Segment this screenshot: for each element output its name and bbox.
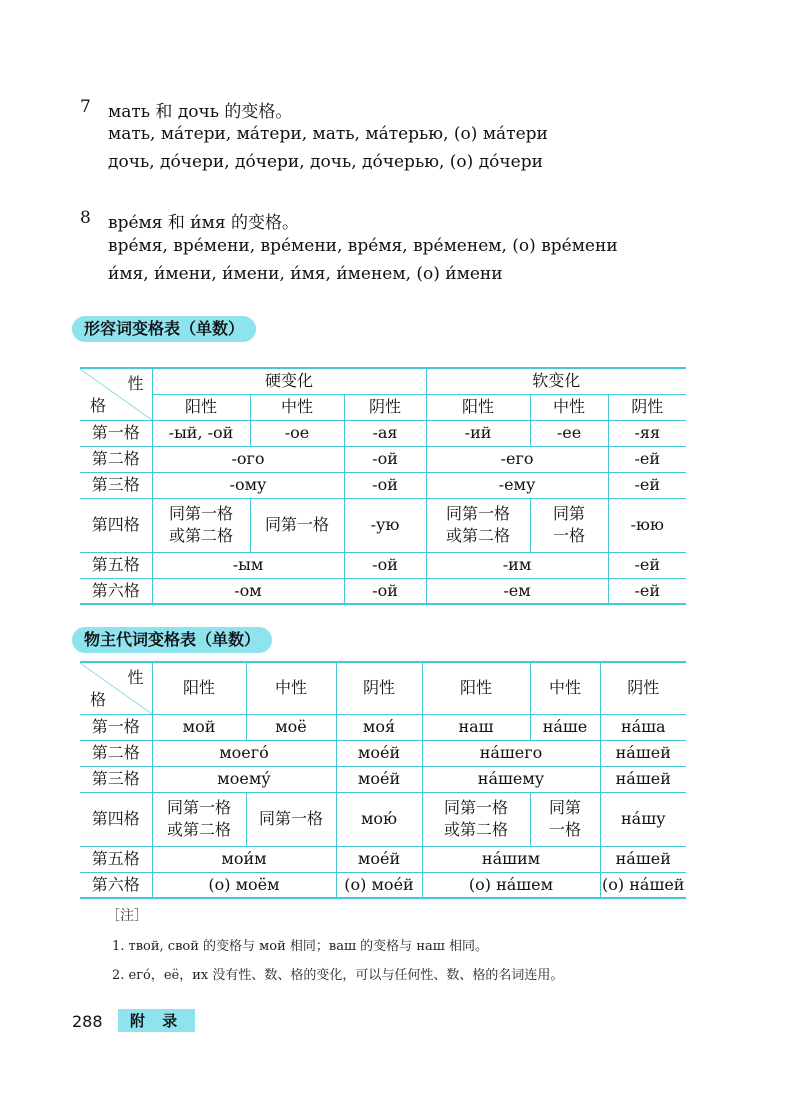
gender-header: 中性 [250,394,344,420]
form-cell: мое́й [336,766,422,792]
case-label: 第五格 [80,846,152,872]
cell-line: 或第二格 [166,820,231,839]
corner-cell [80,368,152,420]
cell-line: 同第一格 [166,798,231,817]
ending-cell: -его [426,446,608,472]
corner-case-label: 格 [90,395,107,415]
gender-header: 中性 [530,394,608,420]
case-label: 第四格 [80,498,152,552]
ending-cell: -юю [608,498,686,552]
item-number: 7 [80,97,91,117]
form-cell [152,792,246,846]
note-item: 2. его́，её，их 没有性、数、格的变化，可以与任何性、数、格的名词连用。 [112,968,564,983]
ending-cell: -ая [344,420,426,446]
form-cell: на́ше [530,714,600,740]
ending-cell: -ее [530,420,608,446]
corner-gender-label: 性 [127,374,144,393]
declension-line: дочь, до́чери, до́чери, дочь, до́черью, (о) до́чери [108,152,543,172]
case-label: 第二格 [80,446,152,472]
form-cell [530,792,600,846]
ending-cell: -ой [344,578,426,604]
notes-title: ［注］ [106,908,148,924]
case-label: 第三格 [80,472,152,498]
ending-cell: -ой [344,446,426,472]
form-cell: мою́ [336,792,422,846]
ending-cell: -им [426,552,608,578]
table-row [80,766,686,792]
form-cell: моего́ [152,740,336,766]
gender-header: 阳性 [426,394,530,420]
gender-header: 阴性 [600,662,686,714]
gender-header: 阴性 [336,662,422,714]
case-label: 第五格 [80,552,152,578]
form-cell: на́шей [600,846,686,872]
group-soft-header: 软变化 [426,368,686,394]
pronoun-table-title: 物主代词变格表（单数） [72,627,272,653]
group-hard-header: 硬变化 [152,368,426,394]
ending-cell [426,498,530,552]
cell-line: 或第二格 [443,820,508,839]
gender-header: 阴性 [608,394,686,420]
case-label: 第六格 [80,872,152,898]
cell-line: 同第一格 [443,798,508,817]
table-row [80,498,686,552]
declension-line: мать, ма́тери, ма́тери, мать, ма́терью, (о) ма́тери [108,124,548,144]
ending-cell: -ой [344,472,426,498]
corner-case-label: 格 [90,689,107,709]
table-row [80,472,686,498]
adjective-declension-table [80,367,686,605]
case-label: 第一格 [80,714,152,740]
form-cell: (о) мое́й [336,872,422,898]
item-number: 8 [80,208,91,228]
form-cell: (о) на́шем [422,872,600,898]
ending-cell: -ый, -ой [152,420,250,446]
ending-cell: -ому [152,472,344,498]
table-row [80,420,686,446]
table-row [80,740,686,766]
form-cell: на́ша [600,714,686,740]
table-row [80,872,686,898]
gender-header: 阴性 [344,394,426,420]
form-cell: мое́й [336,846,422,872]
table-row [80,714,686,740]
gender-header: 阳性 [152,394,250,420]
ending-cell: -ым [152,552,344,578]
form-cell: мое́й [336,740,422,766]
form-cell: мой [152,714,246,740]
ending-cell: -ую [344,498,426,552]
cell-line: 或第二格 [168,526,233,545]
form-cell: моя́ [336,714,422,740]
ending-cell: -ем [426,578,608,604]
form-cell: моему́ [152,766,336,792]
table-row [80,446,686,472]
declension-line: и́мя, и́мени, и́мени, и́мя, и́менем, (о) и́мени [108,264,503,284]
cell-line: 或第二格 [446,526,511,545]
cell-line: 同第一格 [168,504,233,523]
item-heading: вре́мя 和 и́мя 的变格。 [108,213,299,233]
cell-line: 同第 [553,504,586,523]
gender-header: 中性 [246,662,336,714]
form-cell: на́шего [422,740,600,766]
form-cell [422,792,530,846]
gender-header: 中性 [530,662,600,714]
case-label: 第三格 [80,766,152,792]
case-label: 第一格 [80,420,152,446]
form-cell: наш [422,714,530,740]
ending-cell: -ое [250,420,344,446]
section-tag: 附 录 [118,1009,195,1032]
form-cell: (о) моём [152,872,336,898]
gender-header: 阳性 [152,662,246,714]
ending-cell: -ий [426,420,530,446]
table-row [80,792,686,846]
form-cell: 同第一格 [246,792,336,846]
ending-cell [152,498,250,552]
gender-header: 阳性 [422,662,530,714]
corner-gender-label: 性 [127,668,144,687]
cell-line: 一格 [548,820,581,839]
adjective-table-title: 形容词变格表（单数） [72,316,256,342]
cell-line: 同第 [548,798,581,817]
form-cell: на́шей [600,740,686,766]
table-row [80,846,686,872]
case-label: 第二格 [80,740,152,766]
page-number: 288 [72,1012,103,1031]
note-item: 1. твой, свой 的变格与 мой 相同；ваш 的变格与 наш 相同。 [112,939,488,954]
cell-line: 同第一格 [446,504,511,523]
ending-cell: -яя [608,420,686,446]
ending-cell: 同第一格 [250,498,344,552]
item-heading: мать 和 дочь 的变格。 [108,102,293,122]
form-cell: мои́м [152,846,336,872]
pronoun-declension-table [80,661,686,899]
table-row [80,552,686,578]
case-label: 第六格 [80,578,152,604]
ending-cell: -ом [152,578,344,604]
cell-line: 一格 [553,526,586,545]
ending-cell: -ей [608,552,686,578]
table-row [80,578,686,604]
corner-cell [80,662,152,714]
ending-cell: -ей [608,446,686,472]
ending-cell: -ей [608,578,686,604]
ending-cell [530,498,608,552]
form-cell: моё [246,714,336,740]
form-cell: на́шей [600,766,686,792]
ending-cell: -ого [152,446,344,472]
form-cell: (о) на́шей [600,872,686,898]
ending-cell: -ему [426,472,608,498]
ending-cell: -ей [608,472,686,498]
case-label: 第四格 [80,792,152,846]
form-cell: на́шим [422,846,600,872]
ending-cell: -ой [344,552,426,578]
declension-line: вре́мя, вре́мени, вре́мени, вре́мя, вре́менем, (о) вре́мени [108,236,618,256]
form-cell: на́шу [600,792,686,846]
form-cell: на́шему [422,766,600,792]
